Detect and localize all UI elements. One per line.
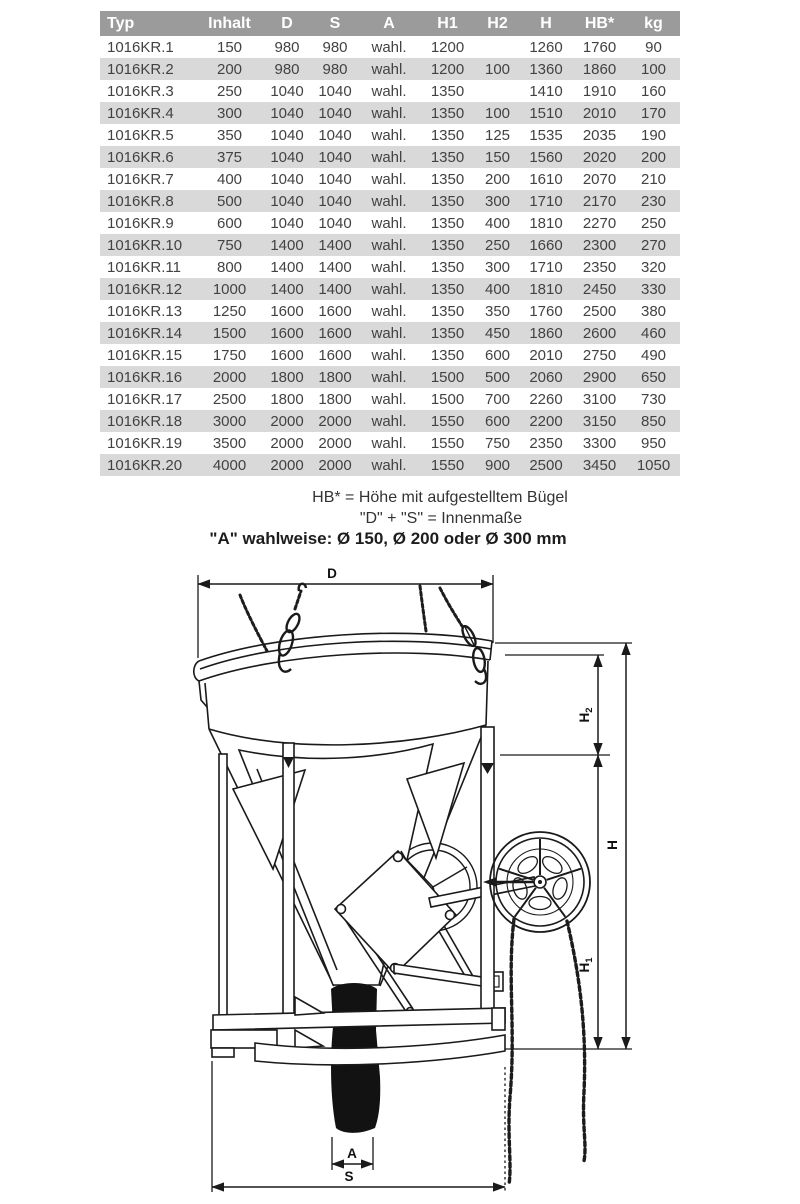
column-header: H (520, 11, 572, 36)
table-row (100, 102, 680, 124)
table-row (100, 432, 680, 454)
table-row (100, 80, 680, 102)
table-cell: 1350 (430, 192, 465, 210)
table-cell: 2750 (582, 346, 617, 364)
table-cell: 2000 (318, 434, 352, 452)
table-cell: 330 (640, 280, 667, 298)
table-cell: 1500 (212, 324, 247, 342)
table-cell: 160 (640, 82, 667, 100)
table-cell: 490 (640, 346, 667, 364)
table-cell: wahl. (371, 324, 407, 342)
table-cell: 250 (216, 82, 243, 100)
table-cell: wahl. (371, 104, 407, 122)
table-cell: 2000 (318, 456, 352, 474)
table-cell: 1360 (529, 60, 563, 78)
table-cell: 2000 (212, 368, 247, 386)
table-cell: wahl. (371, 434, 407, 452)
table-cell: 2200 (529, 412, 563, 430)
footnote-ds: "D" + "S" = Innenmaße (359, 510, 523, 527)
table-cell: 1016KR.17 (107, 390, 183, 408)
table-cell: 1350 (430, 346, 465, 364)
table-cell: 1350 (430, 82, 465, 100)
table-cell: 980 (322, 60, 348, 78)
table-row (100, 58, 680, 80)
table-cell: 750 (484, 434, 511, 452)
table-cell: 600 (484, 412, 511, 430)
table-cell: 1550 (430, 456, 465, 474)
table-cell: 375 (216, 148, 243, 166)
table-cell: 1660 (529, 236, 563, 254)
table-cell: 1016KR.14 (107, 324, 183, 342)
table-cell: 2900 (582, 368, 617, 386)
table-cell: 170 (640, 104, 667, 122)
table-cell: 4000 (212, 456, 247, 474)
table-cell: 300 (484, 258, 511, 276)
table-cell: 730 (640, 390, 667, 408)
table-cell: 1016KR.2 (107, 60, 174, 78)
bucket-rim (194, 633, 492, 707)
table-cell (475, 36, 520, 58)
table-cell: wahl. (371, 412, 407, 430)
table-cell: 1250 (212, 302, 247, 320)
table-cell: 1510 (529, 104, 563, 122)
table-cell: 1350 (430, 302, 465, 320)
table-row (100, 300, 680, 322)
table-cell: 1600 (318, 324, 352, 342)
table-cell: 2170 (582, 192, 617, 210)
table-cell: 1016KR.20 (107, 456, 183, 474)
table-cell: 1040 (318, 126, 352, 144)
table-cell: 2000 (270, 456, 304, 474)
table-cell: 2000 (318, 412, 352, 430)
table-cell: 3300 (582, 434, 617, 452)
table-cell: wahl. (371, 456, 407, 474)
table-row (100, 278, 680, 300)
table-cell: 1016KR.15 (107, 346, 183, 364)
table-row (100, 168, 680, 190)
table-cell: 400 (484, 280, 511, 298)
table-cell: 1400 (318, 236, 352, 254)
table-cell: wahl. (371, 390, 407, 408)
table-cell: 1550 (430, 412, 465, 430)
table-cell: 250 (640, 214, 667, 232)
table-cell: 200 (640, 148, 667, 166)
table-cell: 2070 (582, 170, 617, 188)
table-cell: 1200 (430, 60, 465, 78)
table-cell: 125 (484, 126, 511, 144)
table-cell: 1040 (318, 148, 352, 166)
spec-table (100, 11, 680, 476)
table-cell: 2000 (270, 412, 304, 430)
table-cell: 1710 (529, 258, 563, 276)
table-cell: 300 (484, 192, 511, 210)
table-cell: 1260 (529, 38, 563, 56)
table-cell: 800 (216, 258, 243, 276)
table-cell: wahl. (371, 82, 407, 100)
table-cell: 270 (640, 236, 667, 254)
table-cell: 1016KR.4 (107, 104, 174, 122)
table-cell: 2500 (529, 456, 563, 474)
table-cell: 1860 (582, 60, 617, 78)
table-cell: 100 (640, 60, 667, 78)
table-cell: 250 (484, 236, 511, 254)
table-row (100, 344, 680, 366)
table-cell: 600 (216, 214, 243, 232)
table-cell: 400 (484, 214, 511, 232)
table-cell: 1400 (270, 236, 304, 254)
table-cell: 1800 (318, 390, 352, 408)
table-cell: wahl. (371, 192, 407, 210)
table-cell: 1040 (318, 192, 352, 210)
table-cell: 2600 (582, 324, 617, 342)
table-cell: 1016KR.12 (107, 280, 183, 298)
table-cell: 2500 (582, 302, 617, 320)
table-cell: 1200 (430, 38, 465, 56)
table-cell: 1350 (430, 214, 465, 232)
table-cell: 1350 (430, 126, 465, 144)
table-cell: wahl. (371, 148, 407, 166)
table-cell: wahl. (371, 258, 407, 276)
table-cell: 1810 (529, 214, 563, 232)
table-cell: 1350 (430, 280, 465, 298)
table-row (100, 190, 680, 212)
column-header: A (358, 11, 420, 36)
table-cell: 460 (640, 324, 667, 342)
table-cell: 650 (640, 368, 667, 386)
table-cell: 1040 (318, 82, 352, 100)
table-cell: wahl. (371, 38, 407, 56)
table-cell: wahl. (371, 60, 407, 78)
table-cell: 500 (484, 368, 511, 386)
table-cell: wahl. (371, 214, 407, 232)
table-cell: 1710 (529, 192, 563, 210)
table-cell: 2060 (529, 368, 563, 386)
table-cell: 1400 (270, 258, 304, 276)
table-cell: 200 (484, 170, 511, 188)
table-cell: 1810 (529, 280, 563, 298)
table-cell: 600 (484, 346, 511, 364)
table-cell: 980 (322, 38, 348, 56)
table-cell: 1800 (270, 368, 304, 386)
table-cell: 1350 (430, 236, 465, 254)
table-cell: 1800 (318, 368, 352, 386)
table-header (100, 11, 680, 36)
table-cell: 2000 (270, 434, 304, 452)
table-cell: 1040 (318, 104, 352, 122)
table-cell: 1750 (212, 346, 247, 364)
table-cell: 1040 (270, 82, 304, 100)
table-cell: 1040 (270, 170, 304, 188)
table-cell: 500 (216, 192, 243, 210)
table-cell: wahl. (371, 126, 407, 144)
table-cell: wahl. (371, 170, 407, 188)
technical-drawing (183, 557, 703, 1199)
table-cell: 2300 (582, 236, 617, 254)
table-cell: 2500 (212, 390, 247, 408)
table-cell: 1910 (582, 82, 617, 100)
table-cell: 1760 (529, 302, 563, 320)
column-header: H2 (475, 11, 520, 36)
dim-label-a: A (347, 1146, 357, 1161)
table-cell: 1016KR.19 (107, 434, 183, 452)
table-cell: 2010 (582, 104, 617, 122)
table-cell: 1350 (430, 258, 465, 276)
column-header: S (312, 11, 358, 36)
dim-label-h2: $H_2$ (577, 707, 595, 723)
table-cell: wahl. (371, 346, 407, 364)
table-cell: 1600 (270, 302, 304, 320)
table-cell: 750 (216, 236, 243, 254)
dim-label-h1: $H_1$ (577, 957, 595, 973)
table-row (100, 322, 680, 344)
table-cell: 1016KR.8 (107, 192, 174, 210)
table-row (100, 454, 680, 476)
table-cell: 1400 (318, 280, 352, 298)
table-row (100, 234, 680, 256)
table-cell: 1040 (270, 126, 304, 144)
table-cell: 1860 (529, 324, 563, 342)
table-row (100, 146, 680, 168)
table-cell: 980 (274, 60, 300, 78)
table-cell: 1400 (318, 258, 352, 276)
column-header: D (262, 11, 312, 36)
table-cell: wahl. (371, 302, 407, 320)
table-row (100, 366, 680, 388)
table-cell: 2260 (529, 390, 563, 408)
table-cell: 1016KR.9 (107, 214, 174, 232)
table-cell: 1040 (270, 192, 304, 210)
table-cell: 1350 (430, 104, 465, 122)
table-cell: 1350 (430, 324, 465, 342)
table-cell: 1760 (582, 38, 617, 56)
table-cell: 2350 (582, 258, 617, 276)
table-cell: 100 (484, 60, 511, 78)
column-header: kg (627, 11, 680, 36)
table-cell: 1500 (430, 390, 465, 408)
table-cell: 1600 (270, 346, 304, 364)
table-cell: wahl. (371, 236, 407, 254)
table-cell: 1016KR.18 (107, 412, 183, 430)
table-cell: 850 (640, 412, 667, 430)
table-cell: 3450 (582, 456, 617, 474)
footnote-hb: HB* = Höhe mit aufgestelltem Bügel (312, 489, 568, 506)
table-cell: 3000 (212, 412, 247, 430)
table-cell: 2035 (582, 126, 617, 144)
spec-table-section (100, 11, 680, 476)
table-cell: 1040 (318, 170, 352, 188)
table-cell: 2020 (582, 148, 617, 166)
table-cell: 2270 (582, 214, 617, 232)
table-cell: 1800 (270, 390, 304, 408)
table-cell: 1350 (430, 148, 465, 166)
table-cell: 1350 (430, 170, 465, 188)
table-cell: 3100 (582, 390, 617, 408)
table-cell: 2010 (529, 346, 563, 364)
table-cell: 190 (640, 126, 667, 144)
table-cell: 200 (216, 60, 243, 78)
table-cell: 1400 (270, 280, 304, 298)
table-cell: 150 (216, 38, 243, 56)
table-cell: 1016KR.10 (107, 236, 183, 254)
table-cell: 2350 (529, 434, 563, 452)
table-cell: 300 (216, 104, 243, 122)
table-cell: 1016KR.6 (107, 148, 174, 166)
table-cell: 1600 (318, 302, 352, 320)
table-cell: 90 (645, 38, 662, 56)
table-cell: 2450 (582, 280, 617, 298)
column-header: H1 (420, 11, 475, 36)
table-cell: 1050 (636, 456, 671, 474)
table-cell: 1016KR.3 (107, 82, 174, 100)
table-cell: 700 (484, 390, 511, 408)
table-cell: 1610 (529, 170, 563, 188)
table-cell: 1016KR.5 (107, 126, 174, 144)
table-cell: 210 (640, 170, 667, 188)
table-cell: 1016KR.1 (107, 38, 174, 56)
table-cell (475, 80, 520, 102)
table-cell: 100 (484, 104, 511, 122)
table-cell: 320 (640, 258, 667, 276)
table-cell: 450 (484, 324, 511, 342)
table-cell: 1500 (430, 368, 465, 386)
table-row (100, 212, 680, 234)
column-header: Inhalt (197, 11, 262, 36)
operating-chains (509, 919, 585, 1185)
table-cell: 350 (216, 126, 243, 144)
handwheel (483, 832, 590, 932)
table-cell: 350 (484, 302, 511, 320)
table-cell: 1600 (270, 324, 304, 342)
dim-label-s: S (344, 1169, 354, 1184)
table-cell: 950 (640, 434, 667, 452)
table-cell: 150 (484, 148, 511, 166)
table-cell: 380 (640, 302, 667, 320)
table-cell: 1410 (529, 82, 563, 100)
table-cell: 1040 (270, 148, 304, 166)
table-cell: 900 (484, 456, 511, 474)
table-cell: 980 (274, 38, 300, 56)
footnote-a-options: "A" wahlweise: Ø 150, Ø 200 oder Ø 300 mm (209, 529, 567, 548)
table-cell: wahl. (371, 368, 407, 386)
table-row (100, 256, 680, 278)
table-row (100, 124, 680, 146)
base-skirt (255, 1035, 505, 1065)
table-cell: 1550 (430, 434, 465, 452)
table-cell: 1535 (529, 126, 563, 144)
table-cell: wahl. (371, 280, 407, 298)
table-cell: 3150 (582, 412, 617, 430)
table-cell: 1600 (318, 346, 352, 364)
table-cell: 1040 (270, 104, 304, 122)
table-cell: 1016KR.16 (107, 368, 183, 386)
table-cell: 3500 (212, 434, 247, 452)
dim-label-d: D (327, 566, 337, 581)
table-cell: 400 (216, 170, 243, 188)
table-cell: 1560 (529, 148, 563, 166)
table-row (100, 410, 680, 432)
table-cell: 1000 (212, 280, 247, 298)
table-cell: 1040 (318, 214, 352, 232)
table-cell: 1016KR.13 (107, 302, 183, 320)
table-cell: 230 (640, 192, 667, 210)
column-header: Typ (100, 11, 197, 36)
table-row (100, 36, 680, 58)
column-header: HB* (572, 11, 627, 36)
dim-label-h: H (605, 840, 620, 850)
table-cell: 1040 (270, 214, 304, 232)
table-cell: 1016KR.11 (107, 258, 181, 276)
table-cell: 1016KR.7 (107, 170, 174, 188)
table-row (100, 388, 680, 410)
